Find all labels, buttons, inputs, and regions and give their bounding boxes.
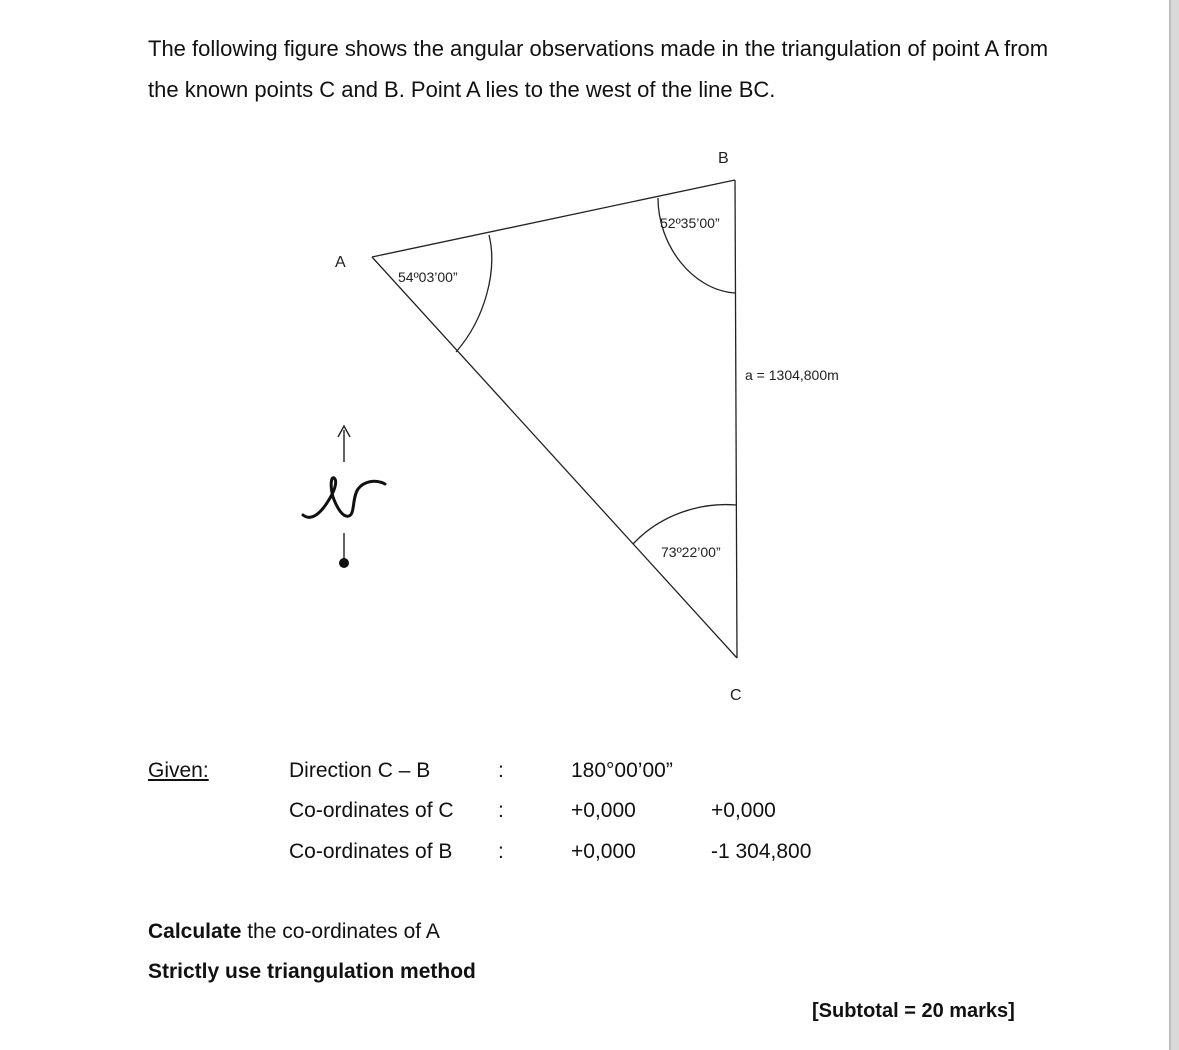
triangle-side-bc <box>735 180 737 658</box>
given-row-2-value-1: +0,000 <box>571 799 636 822</box>
given-row-1-value: 180°00’00” <box>571 759 673 782</box>
task-instruction <box>148 920 440 944</box>
angle-arc-a <box>456 235 492 352</box>
angle-label-c: 73º22’00” <box>661 544 721 560</box>
given-row-1-label: Direction C – B <box>289 759 431 782</box>
angle-label-a: 54º03’00” <box>398 269 458 285</box>
side-length-label: a = 1304,800m <box>745 367 839 383</box>
subtotal-marks: [Subtotal = 20 marks] <box>812 1000 1015 1022</box>
given-row-3-colon: : <box>498 840 504 863</box>
given-row-1-colon: : <box>498 759 504 782</box>
given-row-3-value-2: -1 304,800 <box>711 840 812 863</box>
given-row-2-value-2: +0,000 <box>711 799 776 822</box>
north-arrow-icon <box>303 426 385 568</box>
given-row-2-colon: : <box>498 799 504 822</box>
vertex-label-a: A <box>335 254 346 271</box>
vertex-label-c: C <box>730 687 742 704</box>
page-edge-divider <box>1169 0 1171 1050</box>
vertex-label-b: B <box>718 150 729 167</box>
intro-line-2: the known points C and B. Point A lies to the west of the line BC. <box>148 77 776 102</box>
triangle-side-ac <box>372 257 737 658</box>
given-row-2-label: Co-ordinates of C <box>289 799 454 822</box>
method-instruction: Strictly use triangulation method <box>148 960 476 983</box>
angle-label-b: 52º35’00” <box>660 215 720 231</box>
given-label: Given: <box>148 759 209 782</box>
angle-arc-c <box>633 505 736 544</box>
intro-line-1: The following figure shows the angular observations made in the triangulation of point A from <box>148 36 1049 61</box>
given-row-3-label: Co-ordinates of B <box>289 840 453 863</box>
given-row-3-value-1: +0,000 <box>571 840 636 863</box>
task-instruction-rest: the co-ordinates of A <box>241 920 440 943</box>
angle-arc-b <box>658 198 735 293</box>
task-instruction-bold: Calculate <box>148 920 242 943</box>
